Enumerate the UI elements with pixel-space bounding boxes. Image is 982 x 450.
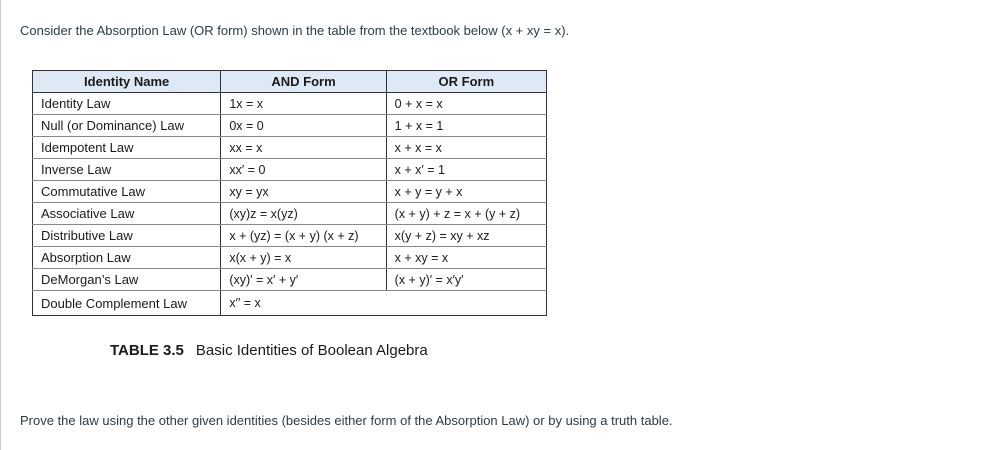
table-row bbox=[33, 115, 547, 137]
or-form-cell: 1 + x = 1 bbox=[386, 115, 546, 137]
table-caption bbox=[110, 342, 428, 359]
and-form-cell: 1x = x bbox=[221, 93, 386, 115]
identity-name-cell: Null (or Dominance) Law bbox=[33, 115, 221, 137]
identity-name-cell: DeMorgan’s Law bbox=[33, 269, 221, 291]
identity-name-cell: Identity Law bbox=[33, 93, 221, 115]
identity-name-cell: Distributive Law bbox=[33, 225, 221, 247]
and-form-cell: x + (yz) = (x + y) (x + z) bbox=[221, 225, 386, 247]
identity-name-cell: Absorption Law bbox=[33, 247, 221, 269]
or-form-cell: x + x′ = 1 bbox=[386, 159, 546, 181]
identity-name-cell: Idempotent Law bbox=[33, 137, 221, 159]
merged-form-cell: x′′ = x bbox=[221, 291, 547, 316]
header-or-form: OR Form bbox=[386, 71, 546, 93]
and-form-cell: xx = x bbox=[221, 137, 386, 159]
table-caption-text: Basic Identities of Boolean Algebra bbox=[195, 342, 428, 359]
table-row bbox=[33, 203, 547, 225]
or-form-cell: x(y + z) = xy + xz bbox=[386, 225, 546, 247]
and-form-cell: xy = yx bbox=[221, 181, 386, 203]
table-row bbox=[33, 225, 547, 247]
header-identity-name: Identity Name bbox=[33, 71, 221, 93]
table-header-row bbox=[33, 71, 547, 93]
or-form-cell: x + x = x bbox=[386, 137, 546, 159]
table-row bbox=[33, 93, 547, 115]
instruction-text: Prove the law using the other given identities (besides either form of the Absorption Law) or by using a truth table. bbox=[20, 413, 673, 428]
table-row bbox=[33, 291, 547, 316]
and-form-cell: 0x = 0 bbox=[221, 115, 386, 137]
question-text: Consider the Absorption Law (OR form) shown in the table from the textbook below (x + xy = x). bbox=[20, 23, 570, 38]
or-form-cell: 0 + x = x bbox=[386, 93, 546, 115]
and-form-cell: (xy)′ = x′ + y′ bbox=[221, 269, 386, 291]
and-form-cell: (xy)z = x(yz) bbox=[221, 203, 386, 225]
or-form-cell: (x + y)′ = x′y′ bbox=[386, 269, 546, 291]
identity-name-cell: Commutative Law bbox=[33, 181, 221, 203]
or-form-cell: (x + y) + z = x + (y + z) bbox=[386, 203, 546, 225]
and-form-cell: x(x + y) = x bbox=[221, 247, 386, 269]
or-form-cell: x + xy = x bbox=[386, 247, 546, 269]
table-caption-number: TABLE 3.5 bbox=[110, 342, 184, 359]
boolean-identities-table bbox=[32, 70, 547, 316]
table-row bbox=[33, 137, 547, 159]
table-row bbox=[33, 159, 547, 181]
header-and-form: AND Form bbox=[221, 71, 386, 93]
left-border-rule bbox=[0, 0, 1, 450]
identity-name-cell: Associative Law bbox=[33, 203, 221, 225]
table-row bbox=[33, 247, 547, 269]
identity-name-cell: Double Complement Law bbox=[33, 291, 221, 316]
table-row bbox=[33, 269, 547, 291]
and-form-cell: xx′ = 0 bbox=[221, 159, 386, 181]
table-row bbox=[33, 181, 547, 203]
identity-name-cell: Inverse Law bbox=[33, 159, 221, 181]
or-form-cell: x + y = y + x bbox=[386, 181, 546, 203]
